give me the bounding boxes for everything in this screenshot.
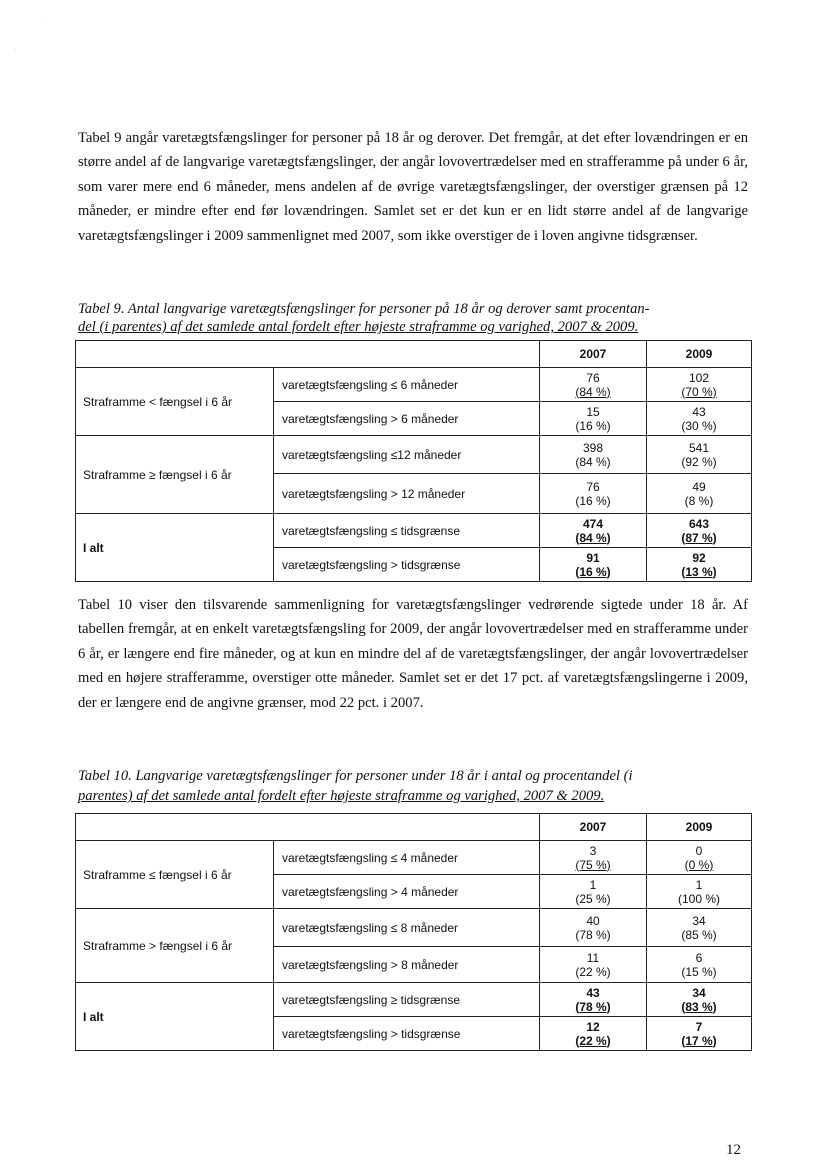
value: 398 bbox=[582, 440, 604, 455]
table-row bbox=[76, 514, 752, 548]
percent: (85 %) bbox=[681, 927, 717, 942]
percent: (84 %) bbox=[575, 530, 611, 545]
table10-cell-2009 bbox=[647, 1017, 752, 1051]
percent: (22 %) bbox=[575, 964, 611, 979]
scan-speck: · bbox=[44, 14, 47, 23]
value: 1 bbox=[589, 877, 597, 892]
value: 3 bbox=[589, 843, 597, 858]
percent: (16 %) bbox=[575, 418, 611, 433]
table9-row-label: varetægtsfængsling ≤ tidsgrænse bbox=[274, 514, 540, 548]
table9-cell-2007 bbox=[540, 514, 647, 548]
value: 91 bbox=[586, 550, 600, 565]
table10-cell-2007 bbox=[540, 947, 647, 983]
table10-cell-2007 bbox=[540, 1017, 647, 1051]
percent: (78 %) bbox=[575, 999, 611, 1014]
percent: (92 %) bbox=[681, 454, 717, 469]
value: 541 bbox=[688, 440, 710, 455]
value: 643 bbox=[688, 516, 710, 531]
value: 43 bbox=[586, 985, 600, 1000]
table9-group-label: Straframme < fængsel i 6 år bbox=[76, 368, 274, 436]
table10-cell-2009 bbox=[647, 909, 752, 947]
table10-cell-2009 bbox=[647, 983, 752, 1017]
table10-cell-2007 bbox=[540, 875, 647, 909]
table9-cell-2007 bbox=[540, 436, 647, 474]
value: 102 bbox=[688, 370, 710, 385]
table9-group-label: Straframme ≥ fængsel i 6 år bbox=[76, 436, 274, 514]
table10-row-label: varetægtsfængsling ≥ tidsgrænse bbox=[274, 983, 540, 1017]
percent: (0 %) bbox=[684, 857, 714, 872]
table10-header-2009: 2009 bbox=[647, 814, 752, 841]
paragraph-table10-intro: Tabel 10 viser den tilsvarende sammenligning for varetægtsfængslinger vedrørende sigtede under 18 år. Af tabellen fremgår, at en enkelt varetægtsfængsling for 2009, der angår lovovertrædelser med en strafferamme under 6 år, er længere end fire måneder, og at kun en mindre del af de varetægtsfængslinger, der angår lovovertrædelser med en højere strafferamme, overstiger otte måneder. Samlet set er det 17 pct. af varetægtsfængslingerne i 2009, der er længere end de angivne grænser, mod 22 pct. i 2007. bbox=[78, 597, 748, 711]
table10-row-label: varetægtsfængsling ≤ 8 måneder bbox=[274, 909, 540, 947]
table10-row-label: varetægtsfængsling > tidsgrænse bbox=[274, 1017, 540, 1051]
percent: (83 %) bbox=[681, 999, 717, 1014]
table10-cell-2007 bbox=[540, 909, 647, 947]
percent: (100 %) bbox=[677, 891, 721, 906]
table9-header-blank bbox=[76, 341, 540, 368]
table9 bbox=[75, 340, 752, 582]
table9-header-2009: 2009 bbox=[647, 341, 752, 368]
percent: (15 %) bbox=[681, 964, 717, 979]
percent: (84 %) bbox=[575, 454, 611, 469]
paragraph-table9-intro: Tabel 9 angår varetægtsfængslinger for personer på 18 år og derover. Det fremgår, at det efter lovændringen er en større andel af de langvarige varetægtsfængslinger, der angår lovovertrædelser med en strafferamme på under 6 år, som varer mere end 6 måneder, mens andelen af de øvrige varetægtsfængslinger, der overstiger grænsen på 12 måneder, er mindre efter end før lovændringen. Samlet set er det kun er en lidt større andel af de langvarige varetægtsfængslinger i 2009 sammenlignet med 2007, som ikke overstiger de i loven angivne tidsgrænser. bbox=[78, 130, 748, 244]
value: 11 bbox=[586, 950, 600, 965]
table10-caption-line1: Tabel 10. Langvarige varetægtsfængslinger for personer under 18 år i antal og procentandel (i bbox=[78, 768, 633, 784]
table9-caption-line1: Tabel 9. Antal langvarige varetægtsfængslinger for personer på 18 år og derover samt procentan- bbox=[78, 301, 650, 317]
table9-cell-2009 bbox=[647, 548, 752, 582]
table-row bbox=[76, 909, 752, 947]
table9-cell-2009 bbox=[647, 514, 752, 548]
table9-cell-2009 bbox=[647, 402, 752, 436]
table10-row-label: varetægtsfængsling > 8 måneder bbox=[274, 947, 540, 983]
table10-group-label: I alt bbox=[76, 983, 274, 1051]
table-row bbox=[76, 983, 752, 1017]
value: 92 bbox=[692, 550, 706, 565]
table9-group-label: I alt bbox=[76, 514, 274, 582]
percent: (8 %) bbox=[684, 493, 714, 508]
table10-row-label: varetægtsfængsling > 4 måneder bbox=[274, 875, 540, 909]
value: 76 bbox=[586, 370, 600, 385]
percent: (17 %) bbox=[681, 1033, 717, 1048]
table9-caption-line2: del (i parentes) af det samlede antal fordelt efter højeste straframme og varighed, 2007 & 2009. bbox=[78, 319, 639, 335]
table10-header-blank bbox=[76, 814, 540, 841]
table9-row-label: varetægtsfængsling > 12 måneder bbox=[274, 474, 540, 514]
percent: (70 %) bbox=[681, 384, 717, 399]
table10-cell-2009 bbox=[647, 875, 752, 909]
percent: (30 %) bbox=[681, 418, 717, 433]
table9-row-label: varetægtsfængsling > tidsgrænse bbox=[274, 548, 540, 582]
table9-header-2007: 2007 bbox=[540, 341, 647, 368]
table10-caption-line2: parentes) af det samlede antal fordelt efter højeste straframme og varighed, 2007 & 2009. bbox=[78, 788, 605, 804]
table9-cell-2007 bbox=[540, 474, 647, 514]
value: 474 bbox=[582, 516, 604, 531]
percent: (78 %) bbox=[575, 927, 611, 942]
page-number: 12 bbox=[726, 1142, 741, 1158]
table9-cell-2009 bbox=[647, 474, 752, 514]
value: 12 bbox=[586, 1019, 600, 1034]
value: 76 bbox=[586, 479, 600, 494]
value: 34 bbox=[692, 913, 706, 928]
table9-row-label: varetægtsfængsling ≤ 6 måneder bbox=[274, 368, 540, 402]
value: 43 bbox=[692, 404, 706, 419]
percent: (16 %) bbox=[575, 493, 611, 508]
table10-group-label: Straframme > fængsel i 6 år bbox=[76, 909, 274, 983]
table10-header-row bbox=[76, 814, 752, 841]
table9-cell-2007 bbox=[540, 368, 647, 402]
table10-cell-2009 bbox=[647, 841, 752, 875]
percent: (16 %) bbox=[575, 564, 611, 579]
table10-header-2007: 2007 bbox=[540, 814, 647, 841]
value: 49 bbox=[692, 479, 706, 494]
percent: (75 %) bbox=[575, 857, 611, 872]
table9-row-label: varetægtsfængsling > 6 måneder bbox=[274, 402, 540, 436]
table9-cell-2007 bbox=[540, 402, 647, 436]
value: 7 bbox=[695, 1019, 703, 1034]
percent: (13 %) bbox=[681, 564, 717, 579]
table9-caption bbox=[78, 300, 750, 336]
table10-cell-2007 bbox=[540, 841, 647, 875]
value: 40 bbox=[586, 913, 600, 928]
scan-speck: · bbox=[14, 46, 17, 55]
table10 bbox=[75, 813, 752, 1051]
value: 1 bbox=[695, 877, 703, 892]
table10-cell-2009 bbox=[647, 947, 752, 983]
value: 34 bbox=[692, 985, 706, 1000]
table10-caption bbox=[78, 766, 750, 806]
value: 0 bbox=[695, 843, 703, 858]
percent: (22 %) bbox=[575, 1033, 611, 1048]
table10-group-label: Straframme ≤ fængsel i 6 år bbox=[76, 841, 274, 909]
value: 6 bbox=[695, 950, 703, 965]
table-row bbox=[76, 841, 752, 875]
table9-cell-2009 bbox=[647, 368, 752, 402]
table9-row-label: varetægtsfængsling ≤12 måneder bbox=[274, 436, 540, 474]
table9-header-row bbox=[76, 341, 752, 368]
table-row bbox=[76, 436, 752, 474]
table10-row-label: varetægtsfængsling ≤ 4 måneder bbox=[274, 841, 540, 875]
table9-cell-2009 bbox=[647, 436, 752, 474]
table-row bbox=[76, 368, 752, 402]
value: 15 bbox=[586, 404, 600, 419]
table10-cell-2007 bbox=[540, 983, 647, 1017]
percent: (84 %) bbox=[575, 384, 611, 399]
percent: (87 %) bbox=[681, 530, 717, 545]
table9-cell-2007 bbox=[540, 548, 647, 582]
percent: (25 %) bbox=[575, 891, 611, 906]
